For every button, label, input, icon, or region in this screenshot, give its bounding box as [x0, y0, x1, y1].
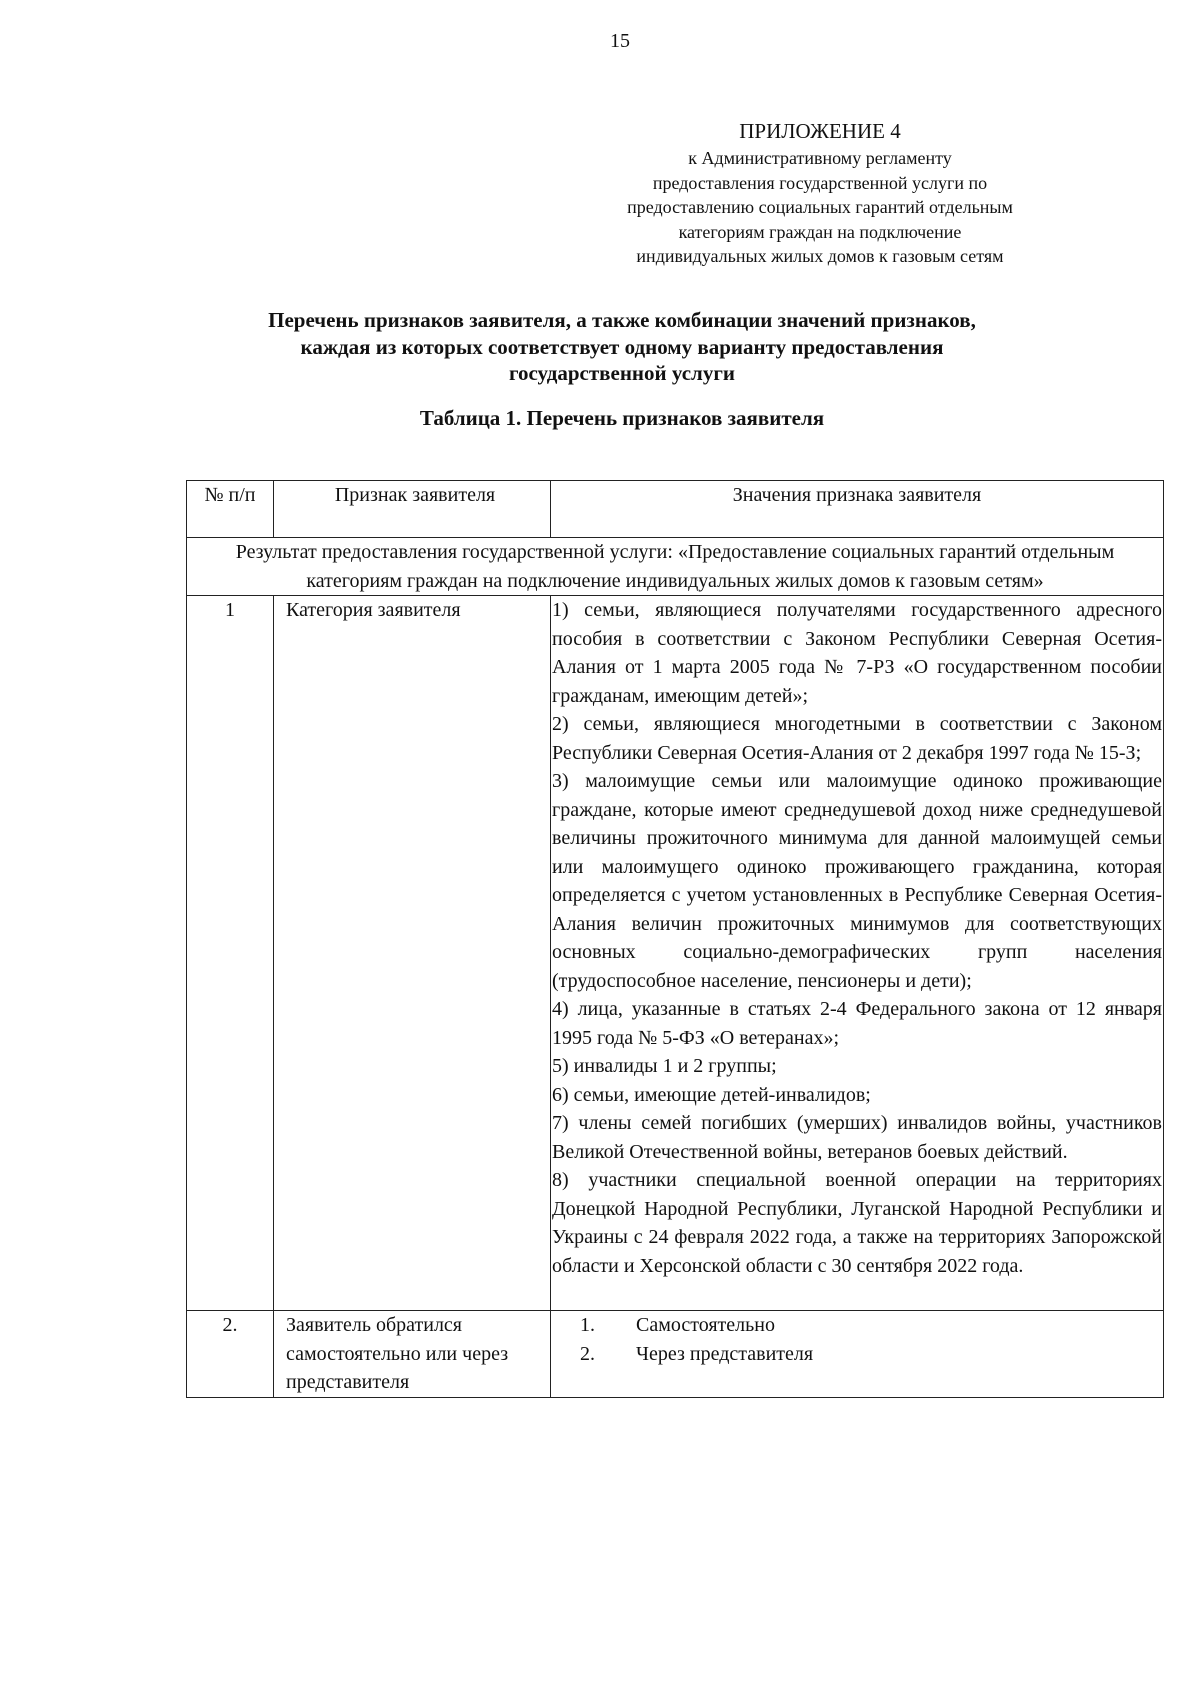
- row-values: [551, 596, 1164, 1311]
- option-item: [552, 1311, 1162, 1340]
- header-values: Значения признака заявителя: [551, 481, 1164, 538]
- table-title: Таблица 1. Перечень признаков заявителя: [419, 406, 825, 430]
- value-item: 8) участники специальной военной операции на территориях Донецкой Народной Республики, Луганской Народной Республики и Украины с 24 февраля 2022 года, а также на территориях Запорожской области и Херсонской области с 30 сентября 2022 года.: [552, 1169, 1162, 1277]
- header-attribute: Признак заявителя: [274, 481, 551, 538]
- options-list: [552, 1311, 1162, 1368]
- appendix-line: категориям граждан на подключение: [678, 221, 962, 242]
- value-item: 3) малоимущие семьи или малоимущие одиноко проживающие граждане, которые имеют среднедушевой доход ниже среднедушевой величины прожиточного минимума для данной малоимущей семьи или малоимущего одиноко проживающего гражданина, которая определяется с учетом установленных в Республике Северная Осетия-Алания величин прожиточных минимумов для соответствующих основных социально-демографических групп населения (трудоспособное население, пенсионеры и дети);: [552, 770, 1162, 992]
- appendix-line: к Административному регламенту: [688, 148, 952, 168]
- row-attribute: Заявитель обратился самостоятельно или через представителя: [274, 1311, 551, 1398]
- value-item: 6) семьи, имеющие детей-инвалидов;: [552, 1083, 871, 1106]
- row-num: 1: [187, 596, 274, 1311]
- table-row: [187, 596, 1164, 1311]
- heading-line: Перечень признаков заявителя, а также комбинации значений признаков,: [268, 308, 976, 332]
- appendix-block: [560, 118, 1080, 269]
- result-row: [187, 538, 1164, 596]
- value-item: 7) члены семей погибших (умерших) инвалидов войны, участников Великой Отечественной войны, ветеранов боевых действий.: [552, 1112, 1162, 1163]
- value-item: 5) инвалиды 1 и 2 группы;: [552, 1055, 777, 1077]
- heading-line: каждая из которых соответствует одному варианту предоставления: [300, 334, 944, 359]
- value-item: 2) семьи, являющиеся многодетными в соответствии с Законом Республики Северная Осетия-Алания от 2 декабря 1997 года № 15-З;: [552, 713, 1162, 764]
- appendix-line: предоставлению социальных гарантий отдельным: [627, 197, 1013, 217]
- heading-line: государственной услуги: [509, 361, 735, 385]
- appendix-title: ПРИЛОЖЕНИЕ 4: [739, 119, 901, 143]
- option-number: 2.: [580, 1342, 595, 1365]
- value-item: 1) семьи, являющиеся получателями государственного адресного пособия в соответствии с Законом Республики Северная Осетия-Алания от 1 марта 2005 года № 7-РЗ «О государственном пособии гражданам, имеющим детей»;: [552, 599, 1162, 707]
- table-header-row: [187, 481, 1164, 538]
- row-attribute: Категория заявителя: [274, 596, 551, 1311]
- appendix-line: предоставления государственной услуги по: [652, 172, 988, 193]
- value-item: 4) лица, указанные в статьях 2-4 Федерального закона от 12 января 1995 года № 5-ФЗ «О ветеранах»;: [552, 998, 1162, 1049]
- option-item: [552, 1340, 1162, 1369]
- option-text: Самостоятельно: [636, 1314, 775, 1336]
- result-cell: Результат предоставления государственной услуги: «Предоставление социальных гарантий отдельным категориям граждан на подключение индивидуальных жилых домов к газовым сетям»: [187, 538, 1164, 596]
- page-number: 15: [610, 30, 630, 52]
- document-heading: [150, 307, 1094, 387]
- attributes-table: [186, 480, 1164, 1398]
- option-number: 1.: [580, 1314, 595, 1336]
- row-num: 2.: [187, 1311, 274, 1398]
- row-values: [551, 1311, 1164, 1398]
- table-row: [187, 1311, 1164, 1398]
- appendix-line: индивидуальных жилых домов к газовым сетям: [636, 246, 1004, 266]
- header-num: № п/п: [187, 481, 274, 538]
- option-text: Через представителя: [636, 1342, 814, 1365]
